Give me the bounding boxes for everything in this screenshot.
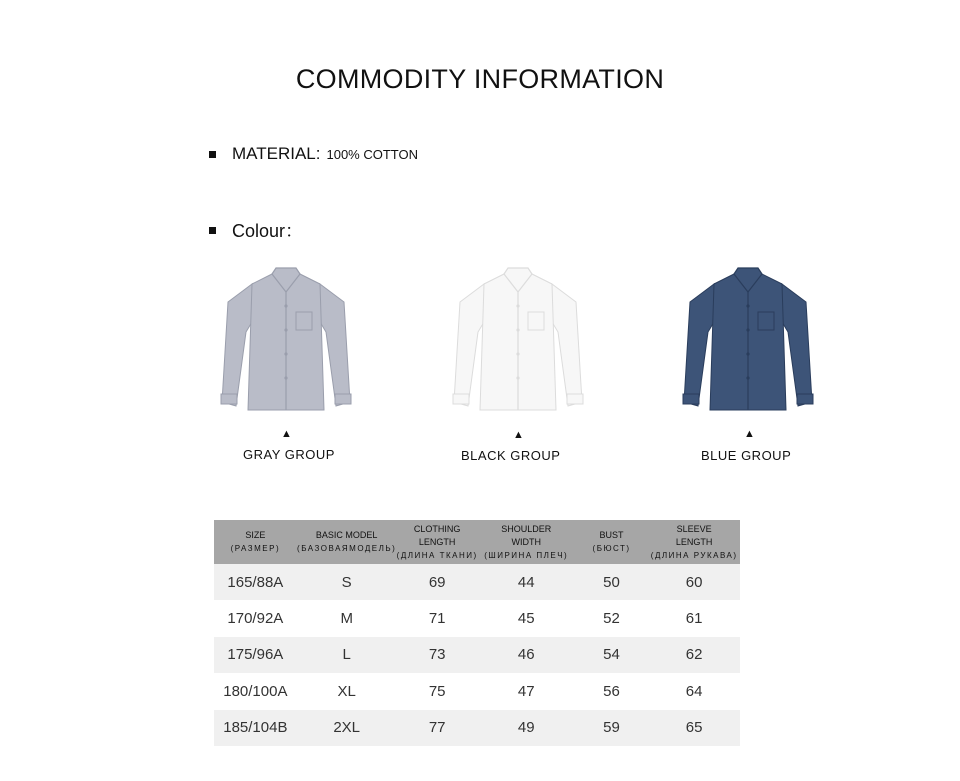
shirt-icon [206, 262, 366, 418]
header-bust: BUST (БЮСТ) [575, 520, 649, 564]
header-sleeve-length: SLEEVE LENGTH (ДЛИНА РУКАВА) [648, 520, 740, 564]
table-cell: 185/104B [214, 710, 297, 746]
table-cell: 175/96A [214, 637, 297, 673]
table-cell: 50 [575, 564, 649, 600]
table-cell: S [297, 564, 397, 600]
material-value: 100% COTTON [326, 146, 418, 162]
table-cell: 71 [397, 600, 478, 636]
triangle-up-icon: ▲ [281, 428, 292, 440]
table-cell: 54 [575, 637, 649, 673]
shirt-icon [438, 262, 598, 418]
material-row [209, 144, 418, 164]
table-row [214, 564, 740, 600]
colour-row [209, 217, 303, 243]
header-clothing-length: CLOTHING LENGTH (ДЛИНА ТКАНИ) [397, 520, 478, 564]
table-cell: 2XL [297, 710, 397, 746]
material-label: MATERIAL: [232, 144, 321, 163]
table-cell: 61 [648, 600, 740, 636]
table-cell: 73 [397, 637, 478, 673]
color-group-label-black: BLACK GROUP [461, 448, 561, 463]
shirt-image-blue[interactable] [668, 262, 828, 422]
header-size: SIZE (РАЗМЕР) [214, 520, 297, 564]
triangle-up-icon: ▲ [744, 428, 755, 440]
header-shoulder-width: SHOULDER WIDTH (ШИРИНА ПЛЕЧ) [478, 520, 575, 564]
table-cell: 65 [648, 710, 740, 746]
table-row [214, 673, 740, 709]
header-basic-model: BASIC MODEL (БАЗОВАЯМОДЕЛЬ) [297, 520, 397, 564]
page-title: COMMODITY INFORMATION [295, 64, 665, 94]
table-row [214, 600, 740, 636]
size-table [214, 520, 740, 746]
table-cell: 69 [397, 564, 478, 600]
shirt-image-gray[interactable] [206, 262, 366, 422]
colour-options [0, 262, 960, 472]
table-cell: 62 [648, 637, 740, 673]
table-cell: 49 [478, 710, 575, 746]
bullet-square-icon [209, 151, 216, 158]
table-cell: 59 [575, 710, 649, 746]
table-cell: 46 [478, 637, 575, 673]
table-cell: 52 [575, 600, 649, 636]
table-row [214, 637, 740, 673]
table-cell: 47 [478, 673, 575, 709]
shirt-image-white[interactable] [438, 262, 598, 422]
color-group-label-blue: BLUE GROUP [701, 448, 792, 463]
table-cell: 45 [478, 600, 575, 636]
table-row [214, 710, 740, 746]
triangle-up-icon: ▲ [513, 429, 524, 441]
bullet-square-icon [209, 227, 216, 234]
table-cell: 77 [397, 710, 478, 746]
colour-label: Colour： [232, 221, 304, 241]
table-cell: 180/100A [214, 673, 297, 709]
table-cell: 75 [397, 673, 478, 709]
table-cell: 64 [648, 673, 740, 709]
shirt-icon [668, 262, 828, 418]
table-cell: 60 [648, 564, 740, 600]
table-cell: 44 [478, 564, 575, 600]
color-group-label-gray: GRAY GROUP [243, 447, 335, 462]
table-cell: 56 [575, 673, 649, 709]
table-cell: 170/92A [214, 600, 297, 636]
table-header-row [214, 520, 740, 564]
table-cell: L [297, 637, 397, 673]
table-cell: 165/88A [214, 564, 297, 600]
table-cell: M [297, 600, 397, 636]
table-cell: XL [297, 673, 397, 709]
